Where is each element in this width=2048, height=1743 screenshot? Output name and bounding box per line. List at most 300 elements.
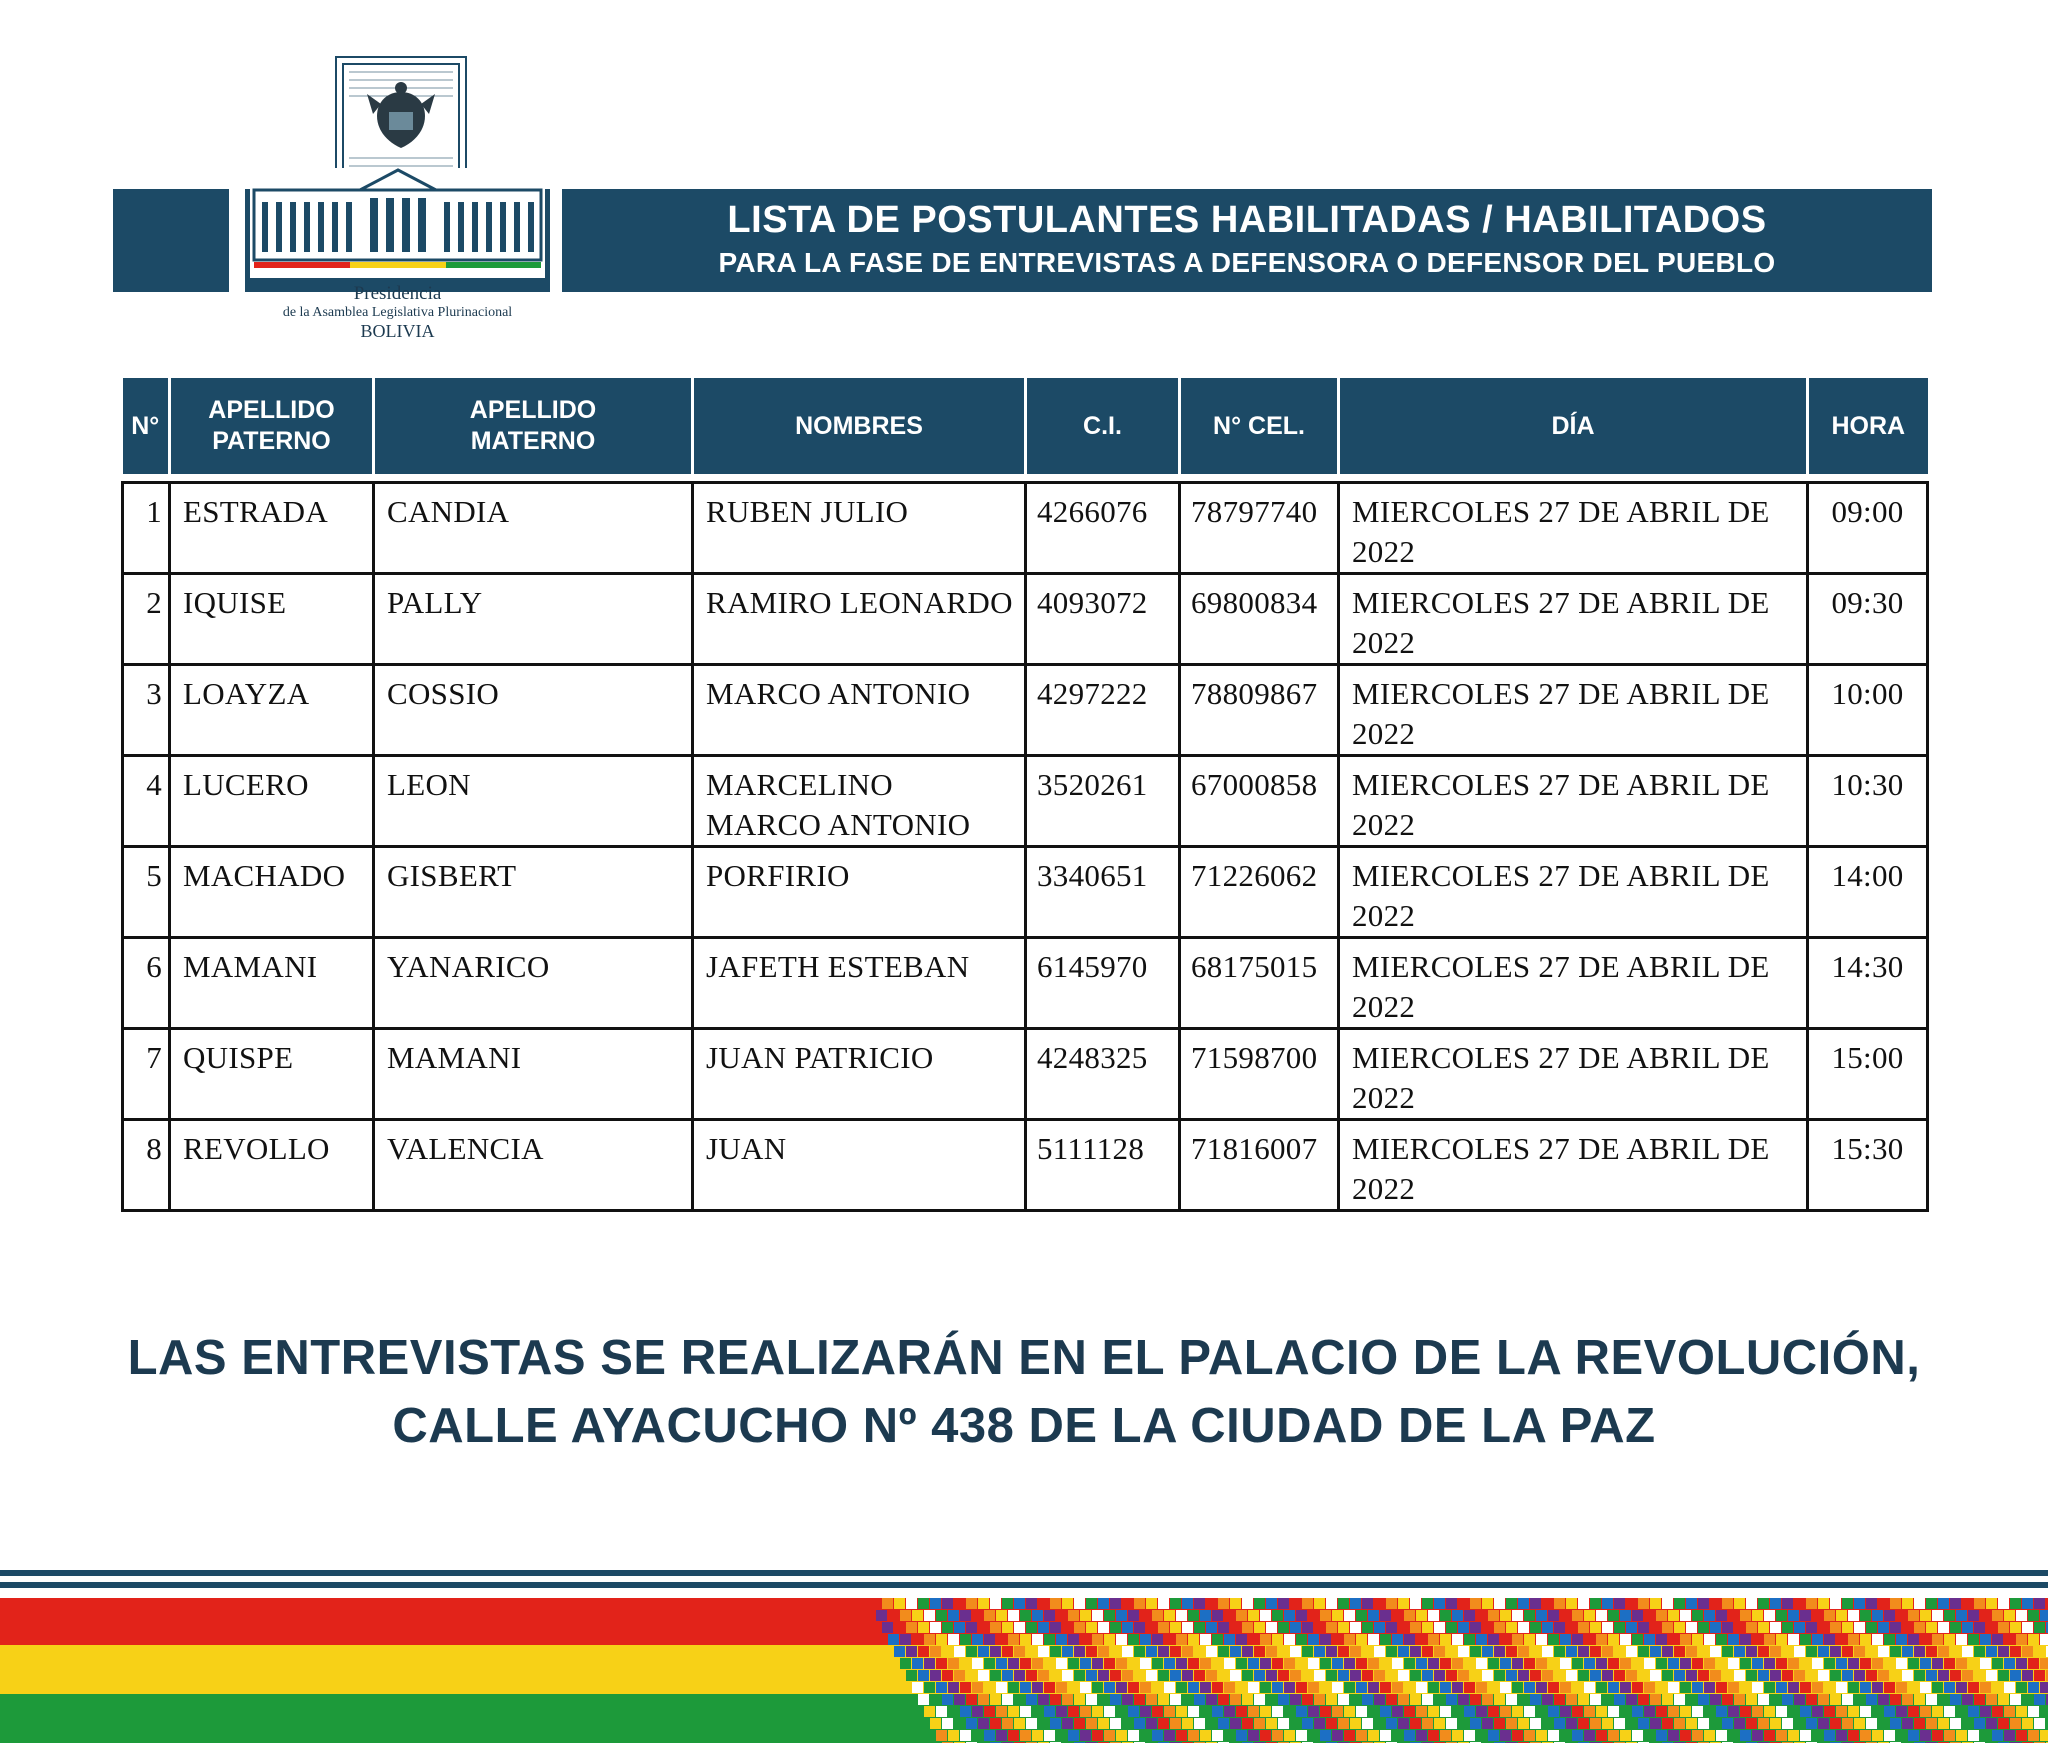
wiphala-square <box>972 1634 983 1645</box>
wiphala-square <box>1506 1718 1517 1729</box>
wiphala-square <box>1098 1646 1109 1657</box>
cell-n: 5 <box>123 846 170 937</box>
wiphala-square <box>1800 1634 1811 1645</box>
wiphala-square <box>960 1610 971 1621</box>
wiphala-square <box>1812 1634 1823 1645</box>
wiphala-square <box>966 1694 977 1705</box>
wiphala-square <box>1122 1670 1133 1681</box>
wiphala-square <box>1932 1706 1943 1717</box>
wiphala-square <box>1260 1610 1271 1621</box>
wiphala-square <box>1314 1646 1325 1657</box>
wiphala-square <box>1998 1622 2009 1633</box>
wiphala-square <box>1440 1730 1451 1741</box>
wiphala-square <box>1350 1670 1361 1681</box>
wiphala-square <box>906 1598 917 1609</box>
wiphala-square <box>1464 1706 1475 1717</box>
wiphala-square <box>1980 1610 1991 1621</box>
wiphala-square <box>1698 1646 1709 1657</box>
wiphala-square <box>1482 1694 1493 1705</box>
wiphala-square <box>1866 1718 1877 1729</box>
header-left-block <box>113 189 229 292</box>
wiphala-square <box>1344 1658 1355 1669</box>
wiphala-square <box>1890 1622 1901 1633</box>
wiphala-square <box>1782 1598 1793 1609</box>
wiphala-square <box>1614 1670 1625 1681</box>
wiphala-square <box>996 1682 1007 1693</box>
wiphala-square <box>1914 1670 1925 1681</box>
wiphala-square <box>1200 1706 1211 1717</box>
wiphala-square <box>2010 1598 2021 1609</box>
col-header-ci: C.I. <box>1026 378 1180 474</box>
wiphala-square <box>1392 1706 1403 1717</box>
wiphala-square <box>1434 1646 1445 1657</box>
wiphala-square <box>1230 1718 1241 1729</box>
wiphala-square <box>1392 1610 1403 1621</box>
wiphala-square <box>1290 1718 1301 1729</box>
wiphala-square <box>1104 1658 1115 1669</box>
wiphala-square <box>1740 1610 1751 1621</box>
wiphala-square <box>1296 1634 1307 1645</box>
wiphala-square <box>954 1694 965 1705</box>
wiphala-square <box>1062 1646 1073 1657</box>
wiphala-square <box>1560 1658 1571 1669</box>
wiphala-square <box>1752 1730 1763 1741</box>
wiphala-square <box>1968 1610 1979 1621</box>
wiphala-square <box>1590 1646 1601 1657</box>
wiphala-square <box>1812 1706 1823 1717</box>
wiphala-square <box>2034 1718 2045 1729</box>
wiphala-square <box>1266 1718 1277 1729</box>
wiphala-square <box>1698 1670 1709 1681</box>
wiphala-square <box>1536 1730 1547 1741</box>
wiphala-square <box>1200 1610 1211 1621</box>
wiphala-square <box>1134 1670 1145 1681</box>
wiphala-square <box>1740 1730 1751 1741</box>
stripe-navy-top <box>0 1570 2048 1576</box>
wiphala-square <box>1320 1682 1331 1693</box>
wiphala-square <box>1986 1622 1997 1633</box>
wiphala-square <box>1362 1598 1373 1609</box>
wiphala-square <box>912 1610 923 1621</box>
wiphala-square <box>1848 1658 1859 1669</box>
cell-materno: VALENCIA <box>374 1119 693 1210</box>
wiphala-square <box>1062 1670 1073 1681</box>
col-header-apellido-materno-label: APELLIDO MATERNO <box>469 396 597 455</box>
wiphala-square <box>1188 1658 1199 1669</box>
wiphala-square <box>1650 1670 1661 1681</box>
wiphala-square <box>1560 1634 1571 1645</box>
wiphala-square <box>918 1622 929 1633</box>
wiphala-square <box>1878 1718 1889 1729</box>
cell-materno: YANARICO <box>374 937 693 1028</box>
wiphala-square <box>1206 1598 1217 1609</box>
wiphala-square <box>1914 1646 1925 1657</box>
wiphala-square <box>912 1634 923 1645</box>
wiphala-square <box>1956 1634 1967 1645</box>
wiphala-square <box>894 1646 905 1657</box>
wiphala-square <box>870 1598 881 1609</box>
wiphala-square <box>990 1646 1001 1657</box>
wiphala-square <box>1080 1730 1091 1741</box>
wiphala-square <box>1704 1610 1715 1621</box>
wiphala-square <box>1692 1682 1703 1693</box>
cell-cel: 71816007 <box>1180 1119 1339 1210</box>
wiphala-square <box>894 1622 905 1633</box>
wiphala-square <box>1314 1670 1325 1681</box>
wiphala-square <box>1416 1634 1427 1645</box>
wiphala-square <box>1452 1610 1463 1621</box>
wiphala-square <box>984 1610 995 1621</box>
wiphala-square <box>1326 1718 1337 1729</box>
wiphala-square <box>1728 1706 1739 1717</box>
wiphala-square <box>1314 1694 1325 1705</box>
wiphala-square <box>2016 1634 2027 1645</box>
wiphala-square <box>1998 1718 2009 1729</box>
cell-n: 4 <box>123 755 170 846</box>
wiphala-square <box>1212 1706 1223 1717</box>
wiphala-square <box>1746 1622 1757 1633</box>
wiphala-square <box>930 1694 941 1705</box>
wiphala-square <box>1878 1670 1889 1681</box>
wiphala-square <box>1824 1682 1835 1693</box>
wiphala-square <box>1098 1622 1109 1633</box>
wiphala-square <box>1068 1730 1079 1741</box>
wiphala-square <box>948 1682 959 1693</box>
title-banner <box>562 189 1932 292</box>
wiphala-square <box>1722 1622 1733 1633</box>
wiphala-square <box>1638 1646 1649 1657</box>
cell-materno: LEON <box>374 755 693 846</box>
wiphala-square <box>1200 1682 1211 1693</box>
wiphala-square <box>1548 1610 1559 1621</box>
wiphala-square <box>1824 1706 1835 1717</box>
wiphala-square <box>1146 1622 1157 1633</box>
cell-hora: 10:30 <box>1808 755 1928 846</box>
wiphala-square <box>1596 1682 1607 1693</box>
wiphala-square <box>1368 1706 1379 1717</box>
wiphala-square <box>996 1706 1007 1717</box>
wiphala-square <box>1080 1658 1091 1669</box>
wiphala-square <box>978 1718 989 1729</box>
wiphala-square <box>1356 1730 1367 1741</box>
wiphala-square <box>966 1646 977 1657</box>
wiphala-square <box>1584 1682 1595 1693</box>
wiphala-square <box>1776 1634 1787 1645</box>
wiphala-square <box>1854 1598 1865 1609</box>
wiphala-square <box>1620 1658 1631 1669</box>
wiphala-square <box>1800 1706 1811 1717</box>
wiphala-square <box>1386 1718 1397 1729</box>
wiphala-square <box>1092 1730 1103 1741</box>
wiphala-square <box>1548 1706 1559 1717</box>
wiphala-square <box>1980 1682 1991 1693</box>
wiphala-square <box>1122 1622 1133 1633</box>
wiphala-square <box>1182 1622 1193 1633</box>
wiphala-square <box>1536 1610 1547 1621</box>
wiphala-square <box>1794 1694 1805 1705</box>
wiphala-square <box>1848 1682 1859 1693</box>
wiphala-square <box>1410 1622 1421 1633</box>
wiphala-square <box>1602 1646 1613 1657</box>
wiphala-square <box>1692 1706 1703 1717</box>
wiphala-square <box>1026 1646 1037 1657</box>
wiphala-square <box>1608 1682 1619 1693</box>
wiphala-square <box>978 1694 989 1705</box>
wiphala-square <box>1086 1670 1097 1681</box>
wiphala-square <box>1398 1670 1409 1681</box>
wiphala-square <box>1008 1730 1019 1741</box>
wiphala-square <box>1938 1598 1949 1609</box>
wiphala-square <box>876 1610 887 1621</box>
wiphala-square <box>1020 1610 1031 1621</box>
wiphala-square <box>1410 1718 1421 1729</box>
wiphala-square <box>1140 1610 1151 1621</box>
wiphala-square <box>1494 1670 1505 1681</box>
wiphala-square <box>1350 1622 1361 1633</box>
cell-hora: 15:30 <box>1808 1119 1928 1210</box>
wiphala-square <box>1674 1622 1685 1633</box>
wiphala-square <box>1332 1730 1343 1741</box>
wiphala-square <box>1452 1658 1463 1669</box>
wiphala-square <box>948 1730 959 1741</box>
wiphala-square <box>1530 1646 1541 1657</box>
wiphala-square <box>1074 1598 1085 1609</box>
wiphala-square <box>1758 1598 1769 1609</box>
wiphala-square <box>1578 1622 1589 1633</box>
wiphala-square <box>1416 1730 1427 1741</box>
wiphala-square <box>1734 1598 1745 1609</box>
col-header-dia: DÍA <box>1339 378 1808 474</box>
cell-materno: PALLY <box>374 573 693 664</box>
wiphala-square <box>1440 1634 1451 1645</box>
wiphala-square <box>1398 1598 1409 1609</box>
wiphala-square <box>2040 1610 2048 1621</box>
wiphala-square <box>1128 1658 1139 1669</box>
wiphala-square <box>1818 1646 1829 1657</box>
wiphala-square <box>1542 1670 1553 1681</box>
wiphala-square <box>1944 1610 1955 1621</box>
wiphala-square <box>1884 1634 1895 1645</box>
wiphala-square <box>1860 1730 1871 1741</box>
wiphala-square <box>1890 1718 1901 1729</box>
wiphala-square <box>1944 1706 1955 1717</box>
wiphala-square <box>1632 1610 1643 1621</box>
wiphala-square <box>1716 1610 1727 1621</box>
wiphala-square <box>1086 1718 1097 1729</box>
wiphala-square <box>1068 1634 1079 1645</box>
wiphala-square <box>1242 1646 1253 1657</box>
wiphala-square <box>1140 1730 1151 1741</box>
wiphala-square <box>1014 1694 1025 1705</box>
wiphala-square <box>936 1610 947 1621</box>
wiphala-square <box>966 1670 977 1681</box>
wiphala-square <box>1614 1694 1625 1705</box>
wiphala-square <box>1758 1718 1769 1729</box>
wiphala-square <box>1680 1634 1691 1645</box>
wiphala-square <box>1794 1598 1805 1609</box>
table-header-row <box>123 378 1928 474</box>
wiphala-square <box>1350 1694 1361 1705</box>
wiphala-square <box>1494 1694 1505 1705</box>
wiphala-square <box>1830 1694 1841 1705</box>
wiphala-square <box>1932 1610 1943 1621</box>
wiphala-square <box>1392 1634 1403 1645</box>
wiphala-square <box>1290 1670 1301 1681</box>
wiphala-square <box>1590 1622 1601 1633</box>
wiphala-square <box>984 1658 995 1669</box>
cell-n: 3 <box>123 664 170 755</box>
wiphala-square <box>1944 1730 1955 1741</box>
wiphala-square <box>1788 1610 1799 1621</box>
wiphala-square <box>1128 1682 1139 1693</box>
wiphala-square <box>1176 1634 1187 1645</box>
wiphala-square <box>1548 1682 1559 1693</box>
wiphala-square <box>1458 1670 1469 1681</box>
wiphala-square <box>1104 1730 1115 1741</box>
wiphala-square <box>1764 1730 1775 1741</box>
cell-nombres: RAMIRO LEONARDO <box>693 573 1026 664</box>
wiphala-square <box>1236 1610 1247 1621</box>
wiphala-square <box>1974 1694 1985 1705</box>
wiphala-square <box>1764 1610 1775 1621</box>
wiphala-square <box>1524 1730 1535 1741</box>
wiphala-square <box>1008 1634 1019 1645</box>
wiphala-square <box>1374 1622 1385 1633</box>
wiphala-square <box>1662 1622 1673 1633</box>
wiphala-square <box>1152 1658 1163 1669</box>
wiphala-square <box>1536 1658 1547 1669</box>
wiphala-square <box>1908 1682 1919 1693</box>
table-row <box>123 846 1928 937</box>
wiphala-square <box>1662 1670 1673 1681</box>
wiphala-square <box>1062 1694 1073 1705</box>
wiphala-square <box>1836 1682 1847 1693</box>
wiphala-square <box>1230 1694 1241 1705</box>
wiphala-square <box>1488 1730 1499 1741</box>
wiphala-square <box>1668 1634 1679 1645</box>
wiphala-square <box>990 1718 1001 1729</box>
col-header-apellido-paterno <box>170 378 374 474</box>
wiphala-square <box>1608 1634 1619 1645</box>
wiphala-square <box>1086 1598 1097 1609</box>
wiphala-square <box>1758 1622 1769 1633</box>
wiphala-square <box>1662 1718 1673 1729</box>
wiphala-square <box>1752 1658 1763 1669</box>
wiphala-square <box>1920 1634 1931 1645</box>
wiphala-square <box>1290 1694 1301 1705</box>
wiphala-square <box>1962 1646 1973 1657</box>
wiphala-square <box>1998 1670 2009 1681</box>
wiphala-square <box>1422 1670 1433 1681</box>
wiphala-square <box>1086 1694 1097 1705</box>
wiphala-square <box>1386 1646 1397 1657</box>
wiphala-square <box>924 1706 935 1717</box>
wiphala-square <box>1044 1706 1055 1717</box>
wiphala-square <box>1686 1646 1697 1657</box>
wiphala-square <box>1368 1682 1379 1693</box>
wiphala-square <box>1242 1718 1253 1729</box>
wiphala-square <box>1770 1670 1781 1681</box>
wiphala-square <box>1176 1610 1187 1621</box>
wiphala-square <box>1722 1646 1733 1657</box>
wiphala-square <box>1854 1646 1865 1657</box>
wiphala-square <box>1338 1694 1349 1705</box>
wiphala-square <box>1266 1694 1277 1705</box>
wiphala-square <box>1296 1682 1307 1693</box>
wiphala-square <box>1260 1706 1271 1717</box>
wiphala-square <box>1932 1730 1943 1741</box>
wiphala-square <box>1308 1730 1319 1741</box>
wiphala-square <box>1956 1706 1967 1717</box>
wiphala-square <box>1284 1682 1295 1693</box>
wiphala-square <box>1542 1598 1553 1609</box>
cell-cel: 71598700 <box>1180 1028 1339 1119</box>
page-subtitle: PARA LA FASE DE ENTREVISTAS A DEFENSORA O DEFENSOR DEL PUEBLO <box>718 247 1776 278</box>
wiphala-square <box>1710 1622 1721 1633</box>
wiphala-square <box>1662 1694 1673 1705</box>
wiphala-square <box>1368 1658 1379 1669</box>
wiphala-square <box>1026 1598 1037 1609</box>
wiphala-square <box>2040 1682 2048 1693</box>
wiphala-square <box>2010 1670 2021 1681</box>
wiphala-square <box>1800 1682 1811 1693</box>
wiphala-square <box>1800 1610 1811 1621</box>
wiphala-square <box>1644 1682 1655 1693</box>
wiphala-square <box>1170 1598 1181 1609</box>
wiphala-square <box>1350 1598 1361 1609</box>
wiphala-square <box>1602 1718 1613 1729</box>
wiphala-square <box>1314 1622 1325 1633</box>
wiphala-square <box>1950 1694 1961 1705</box>
wiphala-square <box>1302 1718 1313 1729</box>
wiphala-square <box>1326 1598 1337 1609</box>
wiphala-square <box>1200 1634 1211 1645</box>
cell-n: 7 <box>123 1028 170 1119</box>
wiphala-square <box>1908 1658 1919 1669</box>
wiphala-square <box>1656 1610 1667 1621</box>
wiphala-square <box>1650 1622 1661 1633</box>
wiphala-square <box>1896 1730 1907 1741</box>
wiphala-square <box>1080 1634 1091 1645</box>
wiphala-square <box>1992 1610 2003 1621</box>
wiphala-square <box>1032 1610 1043 1621</box>
wiphala-square <box>1902 1670 1913 1681</box>
logo-caption-line3: BOLIVIA <box>360 320 435 341</box>
wiphala-square <box>966 1622 977 1633</box>
wiphala-square <box>1452 1706 1463 1717</box>
wiphala-square <box>1956 1610 1967 1621</box>
wiphala-square <box>2040 1730 2048 1741</box>
wiphala-square <box>1188 1634 1199 1645</box>
wiphala-square <box>1386 1694 1397 1705</box>
wiphala-square <box>1674 1670 1685 1681</box>
wiphala-square <box>1776 1658 1787 1669</box>
wiphala-square <box>1224 1706 1235 1717</box>
wiphala-square <box>1164 1682 1175 1693</box>
wiphala-square <box>1620 1634 1631 1645</box>
wiphala-square <box>1272 1706 1283 1717</box>
wiphala-square <box>966 1718 977 1729</box>
wiphala-square <box>1638 1670 1649 1681</box>
cell-cel: 68175015 <box>1180 937 1339 1028</box>
table-row <box>123 482 1928 573</box>
cell-hora: 09:30 <box>1808 573 1928 664</box>
wiphala-square <box>1164 1706 1175 1717</box>
wiphala-square <box>1854 1670 1865 1681</box>
table-row <box>123 664 1928 755</box>
wiphala-square <box>1620 1730 1631 1741</box>
wiphala-square <box>1974 1598 1985 1609</box>
